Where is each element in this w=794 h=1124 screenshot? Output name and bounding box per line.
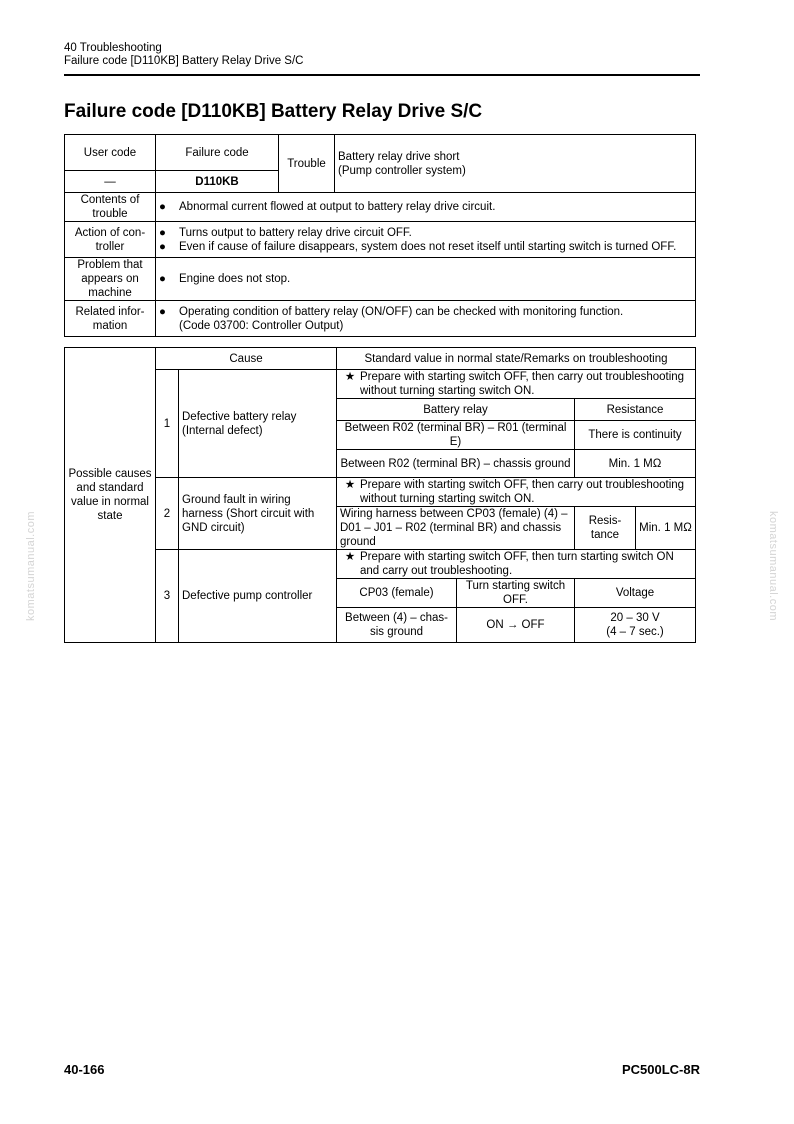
action-text-2: Even if cause of failure disappears, system does not reset itself until starting switch is turned OFF. bbox=[179, 240, 677, 253]
possible-causes-label: Possible causes and standard value in normal state bbox=[65, 348, 156, 643]
bullet-icon: ● bbox=[159, 226, 166, 239]
cause1-note: Prepare with starting switch OFF, then carry out troubleshooting without turning starting switch ON. bbox=[360, 371, 685, 397]
cause3-col1: CP03 (female) bbox=[337, 579, 457, 608]
cause3-row-c bbox=[575, 608, 696, 643]
cause3-row-c1: 20 – 30 V bbox=[610, 612, 660, 624]
cause3-row-a: Between (4) – chas- sis ground bbox=[337, 608, 457, 643]
cause2-measure: Resis- tance bbox=[575, 507, 636, 550]
contents-text: Abnormal current flowed at output to battery relay drive circuit. bbox=[179, 201, 496, 213]
cause2-number: 2 bbox=[156, 478, 179, 550]
cause3-name: Defective pump controller bbox=[179, 550, 337, 643]
cause1-col2: Resistance bbox=[575, 399, 696, 421]
contents-cell bbox=[156, 193, 696, 222]
watermark-right: komatsumanual.com bbox=[767, 511, 779, 621]
info-table bbox=[64, 134, 696, 337]
header-subtitle: Failure code [D110KB] Battery Relay Drive S/C bbox=[64, 55, 304, 67]
bullet-icon: ● bbox=[159, 305, 166, 318]
failure-code-label: Failure code bbox=[156, 135, 279, 171]
cause1-row2-b: Min. 1 MΩ bbox=[575, 450, 696, 478]
related-label: Related infor- mation bbox=[65, 301, 156, 337]
cause-table bbox=[64, 347, 696, 643]
page-title: Failure code [D110KB] Battery Relay Drive S/C bbox=[64, 101, 483, 122]
header-rule bbox=[64, 74, 700, 76]
cause2-note-cell bbox=[337, 478, 696, 507]
bullet-icon: ● bbox=[159, 201, 166, 213]
trouble-label: Trouble bbox=[279, 135, 335, 193]
user-code-label: User code bbox=[65, 135, 156, 171]
action-cell bbox=[156, 222, 696, 258]
contents-label: Contents of trouble bbox=[65, 193, 156, 222]
cause2-name: Ground fault in wiring harness (Short circuit with GND circuit) bbox=[179, 478, 337, 550]
running-header bbox=[64, 42, 303, 68]
cause1-col1: Battery relay bbox=[337, 399, 575, 421]
cause1-name: Defective battery relay (Internal defect) bbox=[179, 370, 337, 478]
cause1-row2-a: Between R02 (terminal BR) – chassis ground bbox=[337, 450, 575, 478]
cause2-value: Min. 1 MΩ bbox=[636, 507, 696, 550]
standard-header: Standard value in normal state/Remarks on troubleshooting bbox=[337, 348, 696, 370]
problem-cell bbox=[156, 258, 696, 301]
problem-label: Problem that appears on machine bbox=[65, 258, 156, 301]
cause1-note-cell bbox=[337, 370, 696, 399]
star-icon: ★ bbox=[344, 371, 356, 383]
bullet-icon: ● bbox=[159, 240, 166, 253]
action-label: Action of con- troller bbox=[65, 222, 156, 258]
cause3-number: 3 bbox=[156, 550, 179, 643]
trouble-text bbox=[335, 135, 696, 193]
trouble-text-line1: Battery relay drive short bbox=[338, 150, 460, 163]
star-icon: ★ bbox=[344, 551, 356, 563]
related-text-2: (Code 03700: Controller Output) bbox=[179, 319, 344, 332]
cause-header: Cause bbox=[156, 348, 337, 370]
cause3-col3: Voltage bbox=[575, 579, 696, 608]
star-icon: ★ bbox=[344, 479, 356, 491]
related-text-1: Operating condition of battery relay (ON/OFF) can be checked with monitoring function. bbox=[179, 305, 624, 318]
action-text-1: Turns output to battery relay drive circuit OFF. bbox=[179, 226, 412, 239]
cause3-note-cell bbox=[337, 550, 696, 579]
watermark-left: komatsumanual.com bbox=[25, 511, 37, 621]
bullet-icon: ● bbox=[159, 273, 166, 285]
cause1-row1-a: Between R02 (terminal BR) – R01 (terminal E) bbox=[337, 421, 575, 450]
footer-model: PC500LC-8R bbox=[621, 1062, 700, 1077]
cause2-check: Wiring harness between CP03 (female) (4) – D01 – J01 – R02 (terminal BR) and chassis ground bbox=[337, 507, 575, 550]
cause3-note: Prepare with starting switch OFF, then turn starting switch ON and carry out troubleshooting. bbox=[360, 551, 674, 577]
cause3-row-c2: (4 – 7 sec.) bbox=[606, 626, 664, 638]
cause3-col2: Turn starting switch OFF. bbox=[457, 579, 575, 608]
user-code-value: — bbox=[65, 171, 156, 193]
related-cell bbox=[156, 301, 696, 337]
header-section: 40 Troubleshooting bbox=[64, 42, 162, 54]
cause3-row-b: ON → OFF bbox=[457, 608, 575, 643]
cause2-note: Prepare with starting switch OFF, then carry out troubleshooting without turning starting switch ON. bbox=[360, 479, 685, 505]
footer-page-number: 40-166 bbox=[64, 1062, 105, 1077]
cause1-row1-b: There is continuity bbox=[575, 421, 696, 450]
problem-text: Engine does not stop. bbox=[179, 273, 291, 285]
trouble-text-line2: (Pump controller system) bbox=[338, 164, 466, 177]
failure-code-value: D110KB bbox=[156, 171, 279, 193]
cause1-number: 1 bbox=[156, 370, 179, 478]
